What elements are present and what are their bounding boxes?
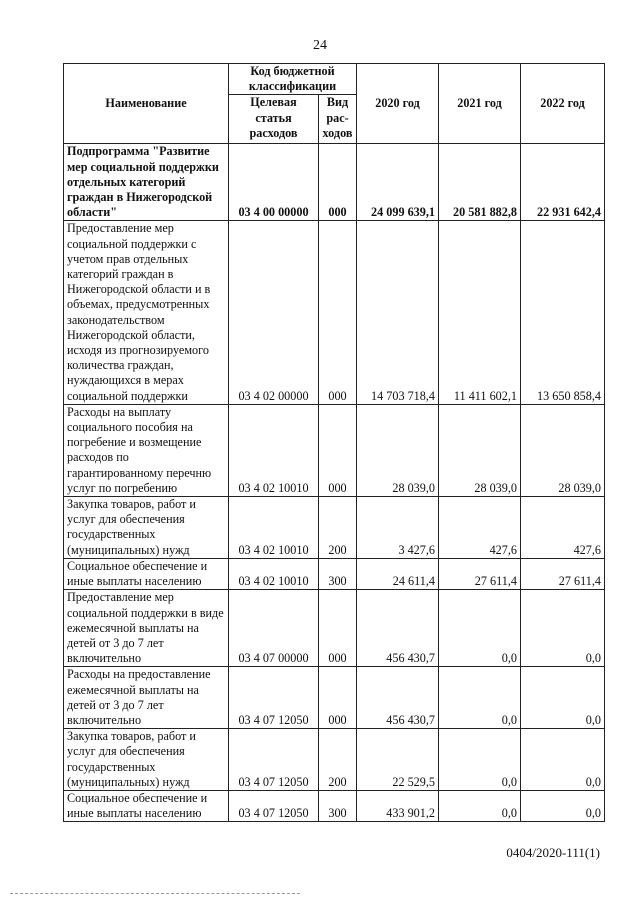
cell-name: Расходы на предоставление ежемесячной выплаты на детей от 3 до 7 лет включительно — [64, 667, 229, 729]
header-expense-type: Вид рас-ходов — [319, 95, 357, 144]
header-target-article: Целевая статья расходов — [229, 95, 319, 144]
footer-divider — [10, 893, 300, 894]
cell-y2021: 20 581 882,8 — [439, 144, 521, 221]
cell-code: 03 4 02 10010 — [229, 558, 319, 589]
cell-vid: 000 — [319, 667, 357, 729]
cell-y2022: 0,0 — [521, 667, 605, 729]
cell-y2021: 11 411 602,1 — [439, 221, 521, 404]
table-row — [64, 558, 605, 589]
cell-vid: 000 — [319, 221, 357, 404]
cell-vid: 200 — [319, 729, 357, 791]
table-row — [64, 497, 605, 559]
cell-y2022: 13 650 858,4 — [521, 221, 605, 404]
cell-y2022: 0,0 — [521, 790, 605, 821]
cell-y2022: 28 039,0 — [521, 404, 605, 496]
cell-name: Социальное обеспечение и иные выплаты населению — [64, 558, 229, 589]
cell-name: Расходы на выплату социального пособия на погребение и возмещение расходов по гарантированному перечню услуг по погребению — [64, 404, 229, 496]
cell-y2022: 427,6 — [521, 497, 605, 559]
cell-y2020: 22 529,5 — [357, 729, 439, 791]
cell-name: Закупка товаров, работ и услуг для обеспечения государственных (муниципальных) нужд — [64, 729, 229, 791]
table-body — [64, 144, 605, 822]
table-row — [64, 729, 605, 791]
cell-y2022: 0,0 — [521, 590, 605, 667]
table-row — [64, 590, 605, 667]
cell-y2020: 14 703 718,4 — [357, 221, 439, 404]
cell-y2020: 28 039,0 — [357, 404, 439, 496]
cell-y2021: 427,6 — [439, 497, 521, 559]
cell-code: 03 4 07 12050 — [229, 790, 319, 821]
cell-name: Социальное обеспечение и иные выплаты населению — [64, 790, 229, 821]
header-code-group: Код бюджетной классификации — [229, 64, 357, 95]
cell-y2020: 456 430,7 — [357, 590, 439, 667]
cell-vid: 000 — [319, 404, 357, 496]
cell-name: Предоставление мер социальной поддержки в виде ежемесячной выплаты на детей от 3 до 7 лет включительно — [64, 590, 229, 667]
cell-y2020: 24 099 639,1 — [357, 144, 439, 221]
cell-y2020: 24 611,4 — [357, 558, 439, 589]
table-row — [64, 667, 605, 729]
table-row — [64, 144, 605, 221]
page-number: 24 — [313, 38, 327, 53]
cell-y2020: 456 430,7 — [357, 667, 439, 729]
cell-code: 03 4 07 00000 — [229, 590, 319, 667]
cell-y2022: 27 611,4 — [521, 558, 605, 589]
header-2021: 2021 год — [439, 64, 521, 144]
cell-y2021: 0,0 — [439, 590, 521, 667]
cell-y2022: 0,0 — [521, 729, 605, 791]
header-2022: 2022 год — [521, 64, 605, 144]
cell-vid: 000 — [319, 144, 357, 221]
cell-code: 03 4 02 10010 — [229, 497, 319, 559]
cell-code: 03 4 02 00000 — [229, 221, 319, 404]
cell-vid: 000 — [319, 590, 357, 667]
cell-y2021: 28 039,0 — [439, 404, 521, 496]
header-name: Наименование — [64, 64, 229, 144]
table-row — [64, 404, 605, 496]
cell-y2020: 433 901,2 — [357, 790, 439, 821]
cell-y2021: 0,0 — [439, 729, 521, 791]
cell-y2020: 3 427,6 — [357, 497, 439, 559]
cell-y2021: 27 611,4 — [439, 558, 521, 589]
cell-y2021: 0,0 — [439, 667, 521, 729]
budget-table — [63, 63, 605, 822]
cell-code: 03 4 07 12050 — [229, 729, 319, 791]
cell-code: 03 4 00 00000 — [229, 144, 319, 221]
cell-name: Предоставление мер социальной поддержки с учетом прав отдельных категорий граждан в Нижегородской области и в объемах, предусмотренных законодательством Нижегородской области, исходя из прогнозируемого количества граждан, нуждающихся в мерах социальной поддержки — [64, 221, 229, 404]
document-id: 0404/2020-111(1) — [506, 845, 600, 860]
table-row — [64, 790, 605, 821]
cell-y2022: 22 931 642,4 — [521, 144, 605, 221]
cell-name: Подпрограмма "Развитие мер социальной поддержки отдельных категорий граждан в Нижегородской области" — [64, 144, 229, 221]
cell-code: 03 4 02 10010 — [229, 404, 319, 496]
cell-name: Закупка товаров, работ и услуг для обеспечения государственных (муниципальных) нужд — [64, 497, 229, 559]
cell-vid: 300 — [319, 790, 357, 821]
cell-vid: 300 — [319, 558, 357, 589]
table-header — [64, 64, 605, 144]
cell-y2021: 0,0 — [439, 790, 521, 821]
table-row — [64, 221, 605, 404]
cell-vid: 200 — [319, 497, 357, 559]
header-2020: 2020 год — [357, 64, 439, 144]
cell-code: 03 4 07 12050 — [229, 667, 319, 729]
